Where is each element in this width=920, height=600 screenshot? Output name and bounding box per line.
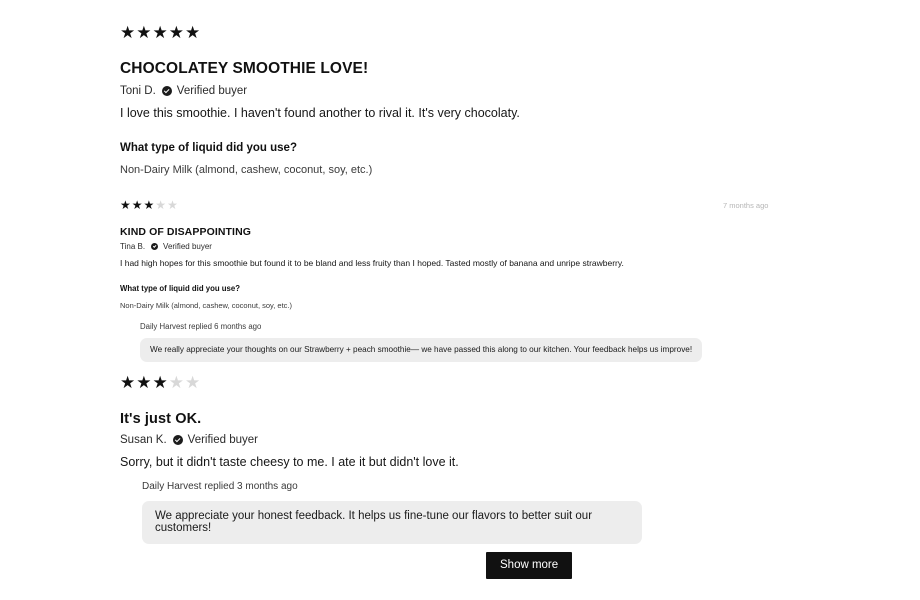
star-icon: ★ <box>120 373 137 392</box>
review-author-line <box>120 242 624 251</box>
verified-buyer-label: Verified buyer <box>176 85 248 97</box>
verified-check-icon <box>173 435 183 445</box>
review-author: Tina B. <box>120 242 146 251</box>
star-icon: ★ <box>155 198 168 212</box>
star-rating <box>120 199 624 211</box>
verified-buyer-label: Verified buyer <box>187 434 258 446</box>
star-rating <box>120 374 459 391</box>
star-icon: ★ <box>136 23 153 42</box>
star-icon: ★ <box>152 373 169 392</box>
merchant-reply <box>140 322 702 362</box>
star-icon: ★ <box>120 198 132 212</box>
star-icon: ★ <box>185 373 202 392</box>
review-author: Susan K. <box>120 434 167 446</box>
review-answer: Non-Dairy Milk (almond, cashew, coconut, soy, etc.) <box>120 164 373 176</box>
merchant-reply <box>142 481 642 544</box>
review-item <box>120 24 520 176</box>
review-body: Sorry, but it didn't taste cheesy to me. I ate it but didn't love it. <box>120 455 459 469</box>
review-question: What type of liquid did you use? <box>120 284 240 293</box>
review-timestamp: 7 months ago <box>723 201 769 210</box>
star-icon: ★ <box>167 198 179 212</box>
merchant-reply-label: Daily Harvest replied 6 months ago <box>140 322 262 331</box>
merchant-reply-label: Daily Harvest replied 3 months ago <box>142 481 298 492</box>
star-icon: ★ <box>185 23 202 42</box>
review-author-line <box>120 85 520 97</box>
star-icon: ★ <box>136 373 153 392</box>
review-item <box>120 199 624 310</box>
star-icon: ★ <box>131 198 144 212</box>
verified-buyer-label: Verified buyer <box>163 242 212 251</box>
verified-check-icon <box>151 243 158 250</box>
verified-check-icon <box>162 86 172 96</box>
merchant-reply-text: We appreciate your honest feedback. It helps us fine-tune our flavors to better suit our customers! <box>142 501 642 544</box>
review-title: It's just OK. <box>120 411 202 427</box>
star-rating <box>120 24 520 41</box>
review-item <box>120 374 459 469</box>
star-icon: ★ <box>152 23 169 42</box>
review-title: CHOCOLATEY SMOOTHIE LOVE! <box>120 60 369 77</box>
review-body: I love this smoothie. I haven't found another to rival it. It's very chocolaty. <box>120 106 520 120</box>
review-author: Toni D. <box>120 85 156 97</box>
star-icon: ★ <box>120 23 137 42</box>
star-icon: ★ <box>168 373 185 392</box>
review-question: What type of liquid did you use? <box>120 142 297 154</box>
merchant-reply-text: We really appreciate your thoughts on our Strawberry + peach smoothie— we have passed this along to our kitchen. Your feedback helps us improve! <box>140 338 702 362</box>
review-author-line <box>120 434 459 446</box>
review-title: KIND OF DISAPPOINTING <box>120 226 252 238</box>
review-body: I had high hopes for this smoothie but found it to be bland and less fruity than I hoped. Tasted mostly of banana and unripe strawberry. <box>120 258 624 268</box>
show-more-button[interactable]: Show more <box>486 552 572 579</box>
star-icon: ★ <box>143 198 156 212</box>
review-answer: Non-Dairy Milk (almond, cashew, coconut, soy, etc.) <box>120 301 293 310</box>
star-icon: ★ <box>168 23 185 42</box>
